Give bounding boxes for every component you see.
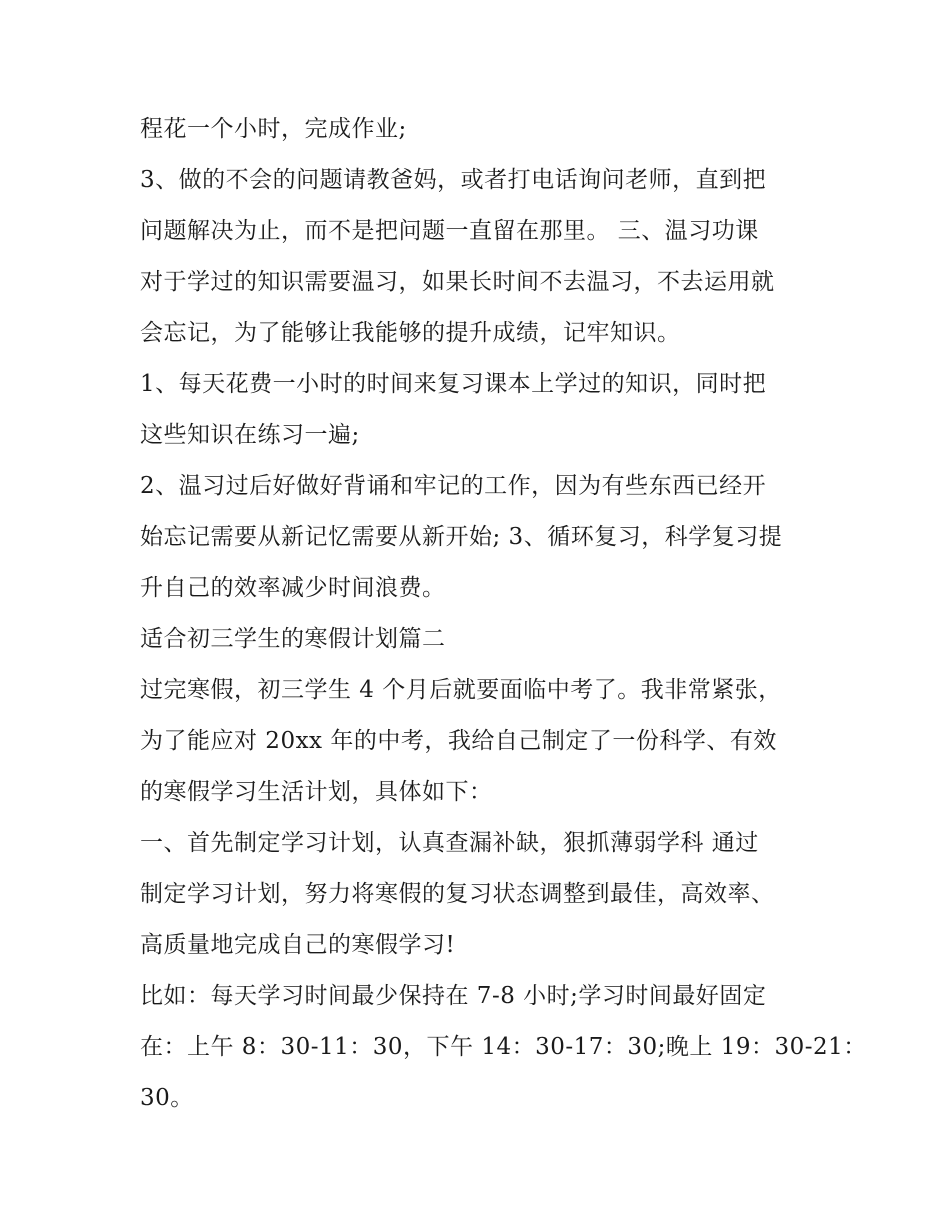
- section-heading: 适合初三学生的寒假计划篇二: [140, 626, 446, 652]
- text-line: 程花一个小时，完成作业;: [140, 116, 407, 142]
- text-line: 制定学习计划，努力将寒假的复习状态调整到最佳，高效率、: [140, 881, 775, 907]
- text-line: 比如：每天学习时间最少保持在 7-8 小时;学习时间最好固定: [140, 983, 767, 1009]
- text-line: 会忘记，为了能够让我能够的提升成绩，记牢知识。: [140, 320, 681, 346]
- text-line: 2、温习过后好做好背诵和牢记的工作，因为有些东西已经开: [140, 473, 767, 499]
- text-line: 一、首先制定学习计划，认真查漏补缺，狠抓薄弱学科 通过: [140, 830, 759, 856]
- text-line: 高质量地完成自己的寒假学习!: [140, 932, 456, 958]
- text-line: 对于学过的知识需要温习，如果长时间不去温习，不去运用就: [140, 269, 775, 295]
- text-line: 为了能应对 20xx 年的中考，我给自己制定了一份科学、有效: [140, 728, 777, 754]
- text-line: 在：上午 8：30-11：30，下午 14：30-17：30;晚上 19：30-21：: [140, 1034, 867, 1060]
- text-line: 3、做的不会的问题请教爸妈，或者打电话询问老师，直到把: [140, 167, 767, 193]
- text-line: 始忘记需要从新记忆需要从新开始; 3、循环复习，科学复习提: [140, 524, 783, 550]
- text-line: 过完寒假，初三学生 4 个月后就要面临中考了。我非常紧张，: [140, 677, 782, 703]
- text-line: 的寒假学习生活计划，具体如下：: [140, 779, 493, 805]
- text-line: 问题解决为止，而不是把问题一直留在那里。 三、温习功课: [140, 218, 759, 244]
- text-line: 这些知识在练习一遍;: [140, 422, 360, 448]
- text-line: 30。: [140, 1085, 194, 1111]
- text-line: 升自己的效率减少时间浪费。: [140, 575, 446, 601]
- text-line: 1、每天花费一小时的时间来复习课本上学过的知识，同时把: [140, 371, 767, 397]
